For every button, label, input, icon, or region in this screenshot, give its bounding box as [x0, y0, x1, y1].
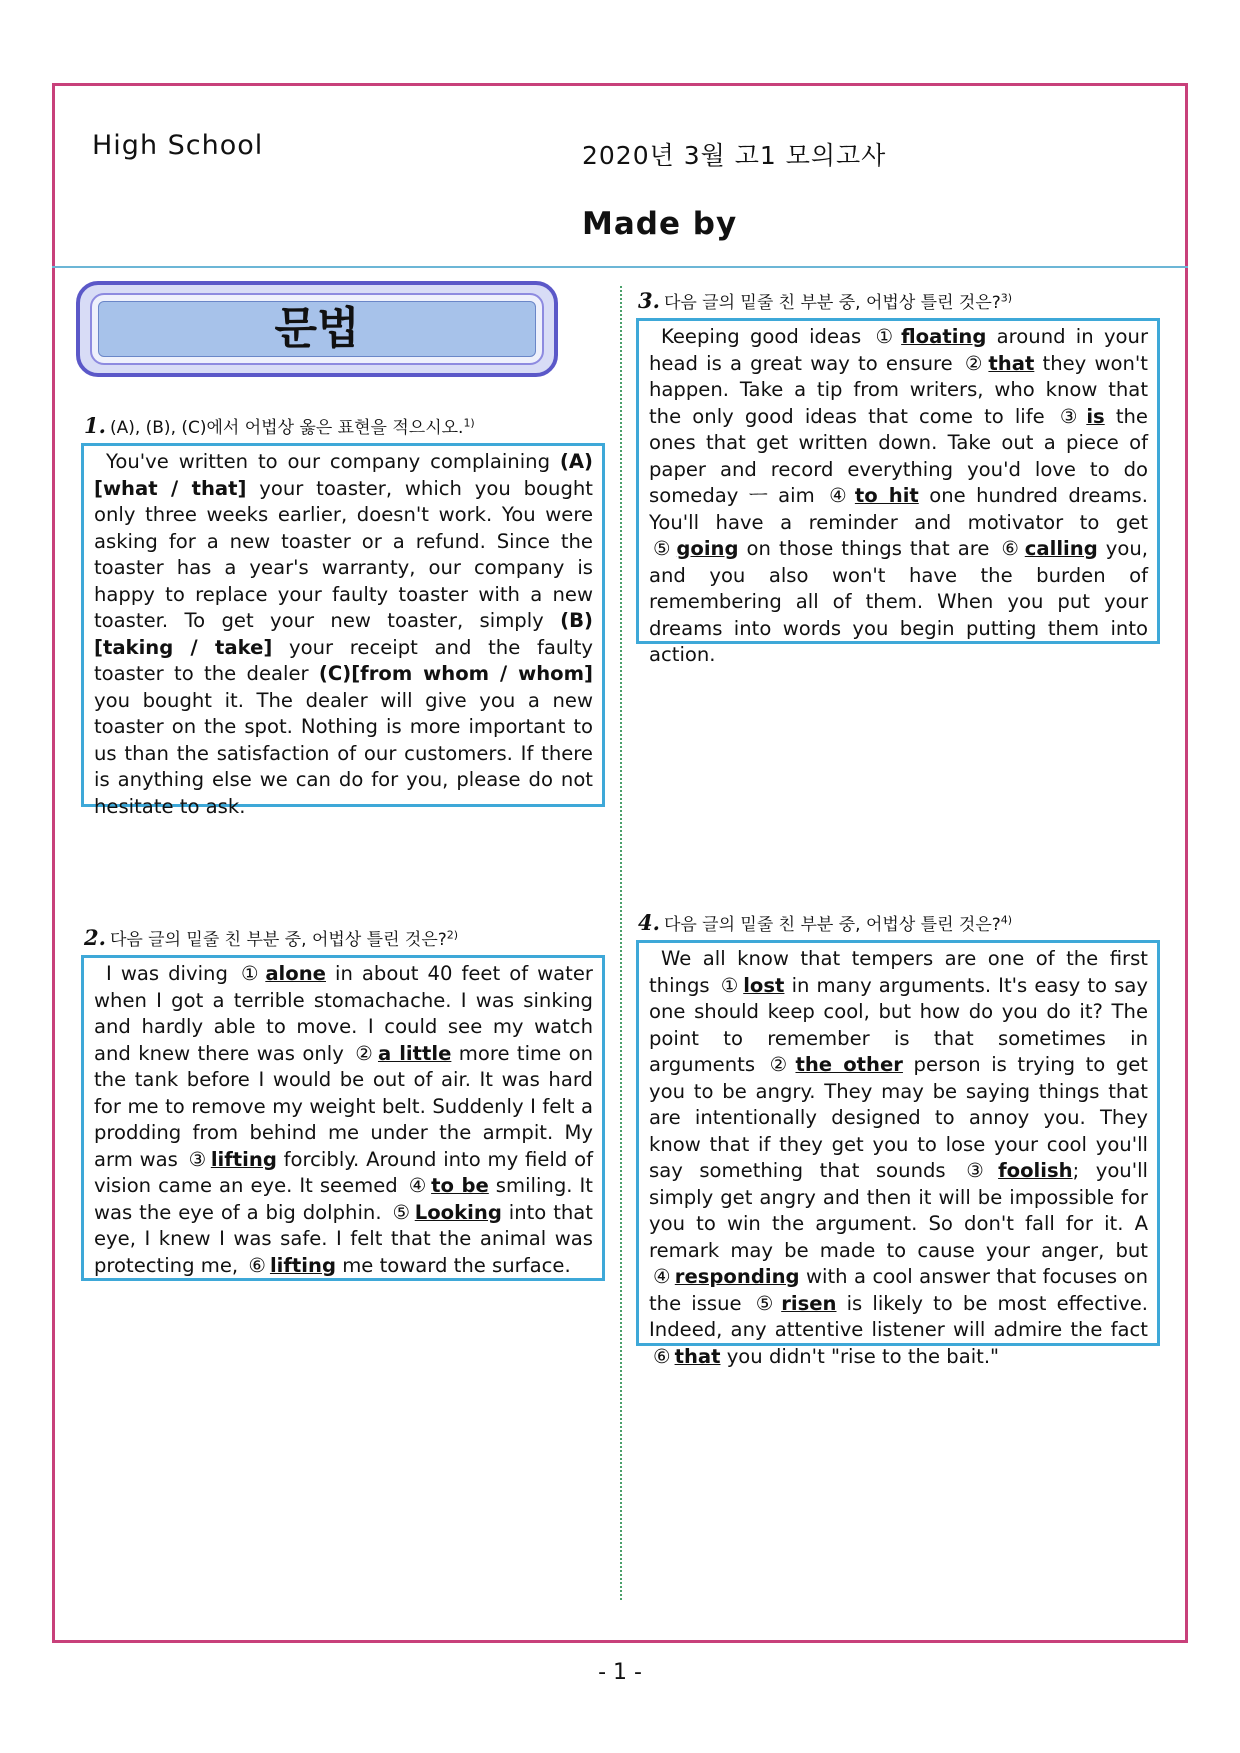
question-4-passage: We all know that tempers are one of the first things ① lost in many arguments. It's easy to say one should keep cool, but how do you do it? The point to remember is that sometimes in arguments ② the other person is trying to get you to be angry. They may be saying things that are intentionally designed to annoy you. They know that if they get you to lose your cool you'll say something that sounds ③ foolish; you'll simply get angry and then it will be impossible for you to win the argument. So don't fall for it. A remark may be made to cause your anger, but ④ responding with a cool answer that focuses on the issue ⑤ risen is likely to be most effective. Indeed, any attentive listener will admire the fact ⑥ that you didn't "rise to the bait.": [636, 940, 1160, 1346]
question-3-passage: Keeping good ideas ① floating around in your head is a great way to ensure ② that they won't happen. Take a tip from writers, who know that the only good ideas that come to life ③ is the ones that get written down. Take out a piece of paper and record everything you'd love to do someday ㅡ aim ④ to hit one hundred dreams. You'll have a reminder and motivator to get ⑤ going on those things that are ⑥ calling you, and you also won't have the burden of remembering all of them. When you put your dreams into words you begin putting them into action.: [636, 318, 1160, 644]
question-3-label: 3. 다음 글의 밑줄 친 부분 중, 어법상 틀린 것은?$^{3)}$: [638, 288, 1013, 313]
question-4-label: 4. 다음 글의 밑줄 친 부분 중, 어법상 틀린 것은?$^{4)}$: [638, 910, 1013, 935]
header-divider: [52, 266, 1188, 268]
question-2-passage: I was diving ① alone in about 40 feet of water when I got a terrible stomachache. I was sinking and hardly able to move. I could see my watch and knew there was only ② a little more time on the tank before I would be out of air. It was hard for me to remove my weight belt. Suddenly I felt a prodding from behind me under the armpit. My arm was ③ lifting forcibly. Around into my field of vision came an eye. It seemed ④ to be smiling. It was the eye of a big dolphin. ⑤ Looking into that eye, I knew I was safe. I felt that the animal was protecting me, ⑥ lifting me toward the surface.: [81, 955, 605, 1281]
section-title: 문법: [98, 301, 536, 357]
column-divider: [620, 286, 622, 1600]
section-title-badge: [76, 281, 558, 377]
page-number: - 1 -: [598, 1660, 642, 1685]
school-name: High School: [92, 130, 264, 161]
question-1-label: 1. (A), (B), (C)에서 어법상 옳은 표현을 적으시오.$^{1)}$: [84, 413, 475, 438]
question-2-label: 2. 다음 글의 밑줄 친 부분 중, 어법상 틀린 것은?$^{2)}$: [84, 925, 459, 950]
question-1-passage: You've written to our company complaining (A)[what / that] your toaster, which you bought only three weeks earlier, doesn't work. You were asking for a new toaster or a refund. Since the toaster has a year's warranty, our company is happy to replace your faulty toaster with a new toaster. To get your new toaster, simply (B)[taking / take] your receipt and the faulty toaster to the dealer (C)[from whom / whom] you bought it. The dealer will give you a new toaster on the spot. Nothing is more important to us than the satisfaction of our customers. If there is anything else we can do for you, please do not hesitate to ask.: [81, 443, 605, 807]
made-by: Made by: [582, 206, 738, 242]
exam-title: 2020년 3월 고1 모의고사: [582, 141, 887, 170]
